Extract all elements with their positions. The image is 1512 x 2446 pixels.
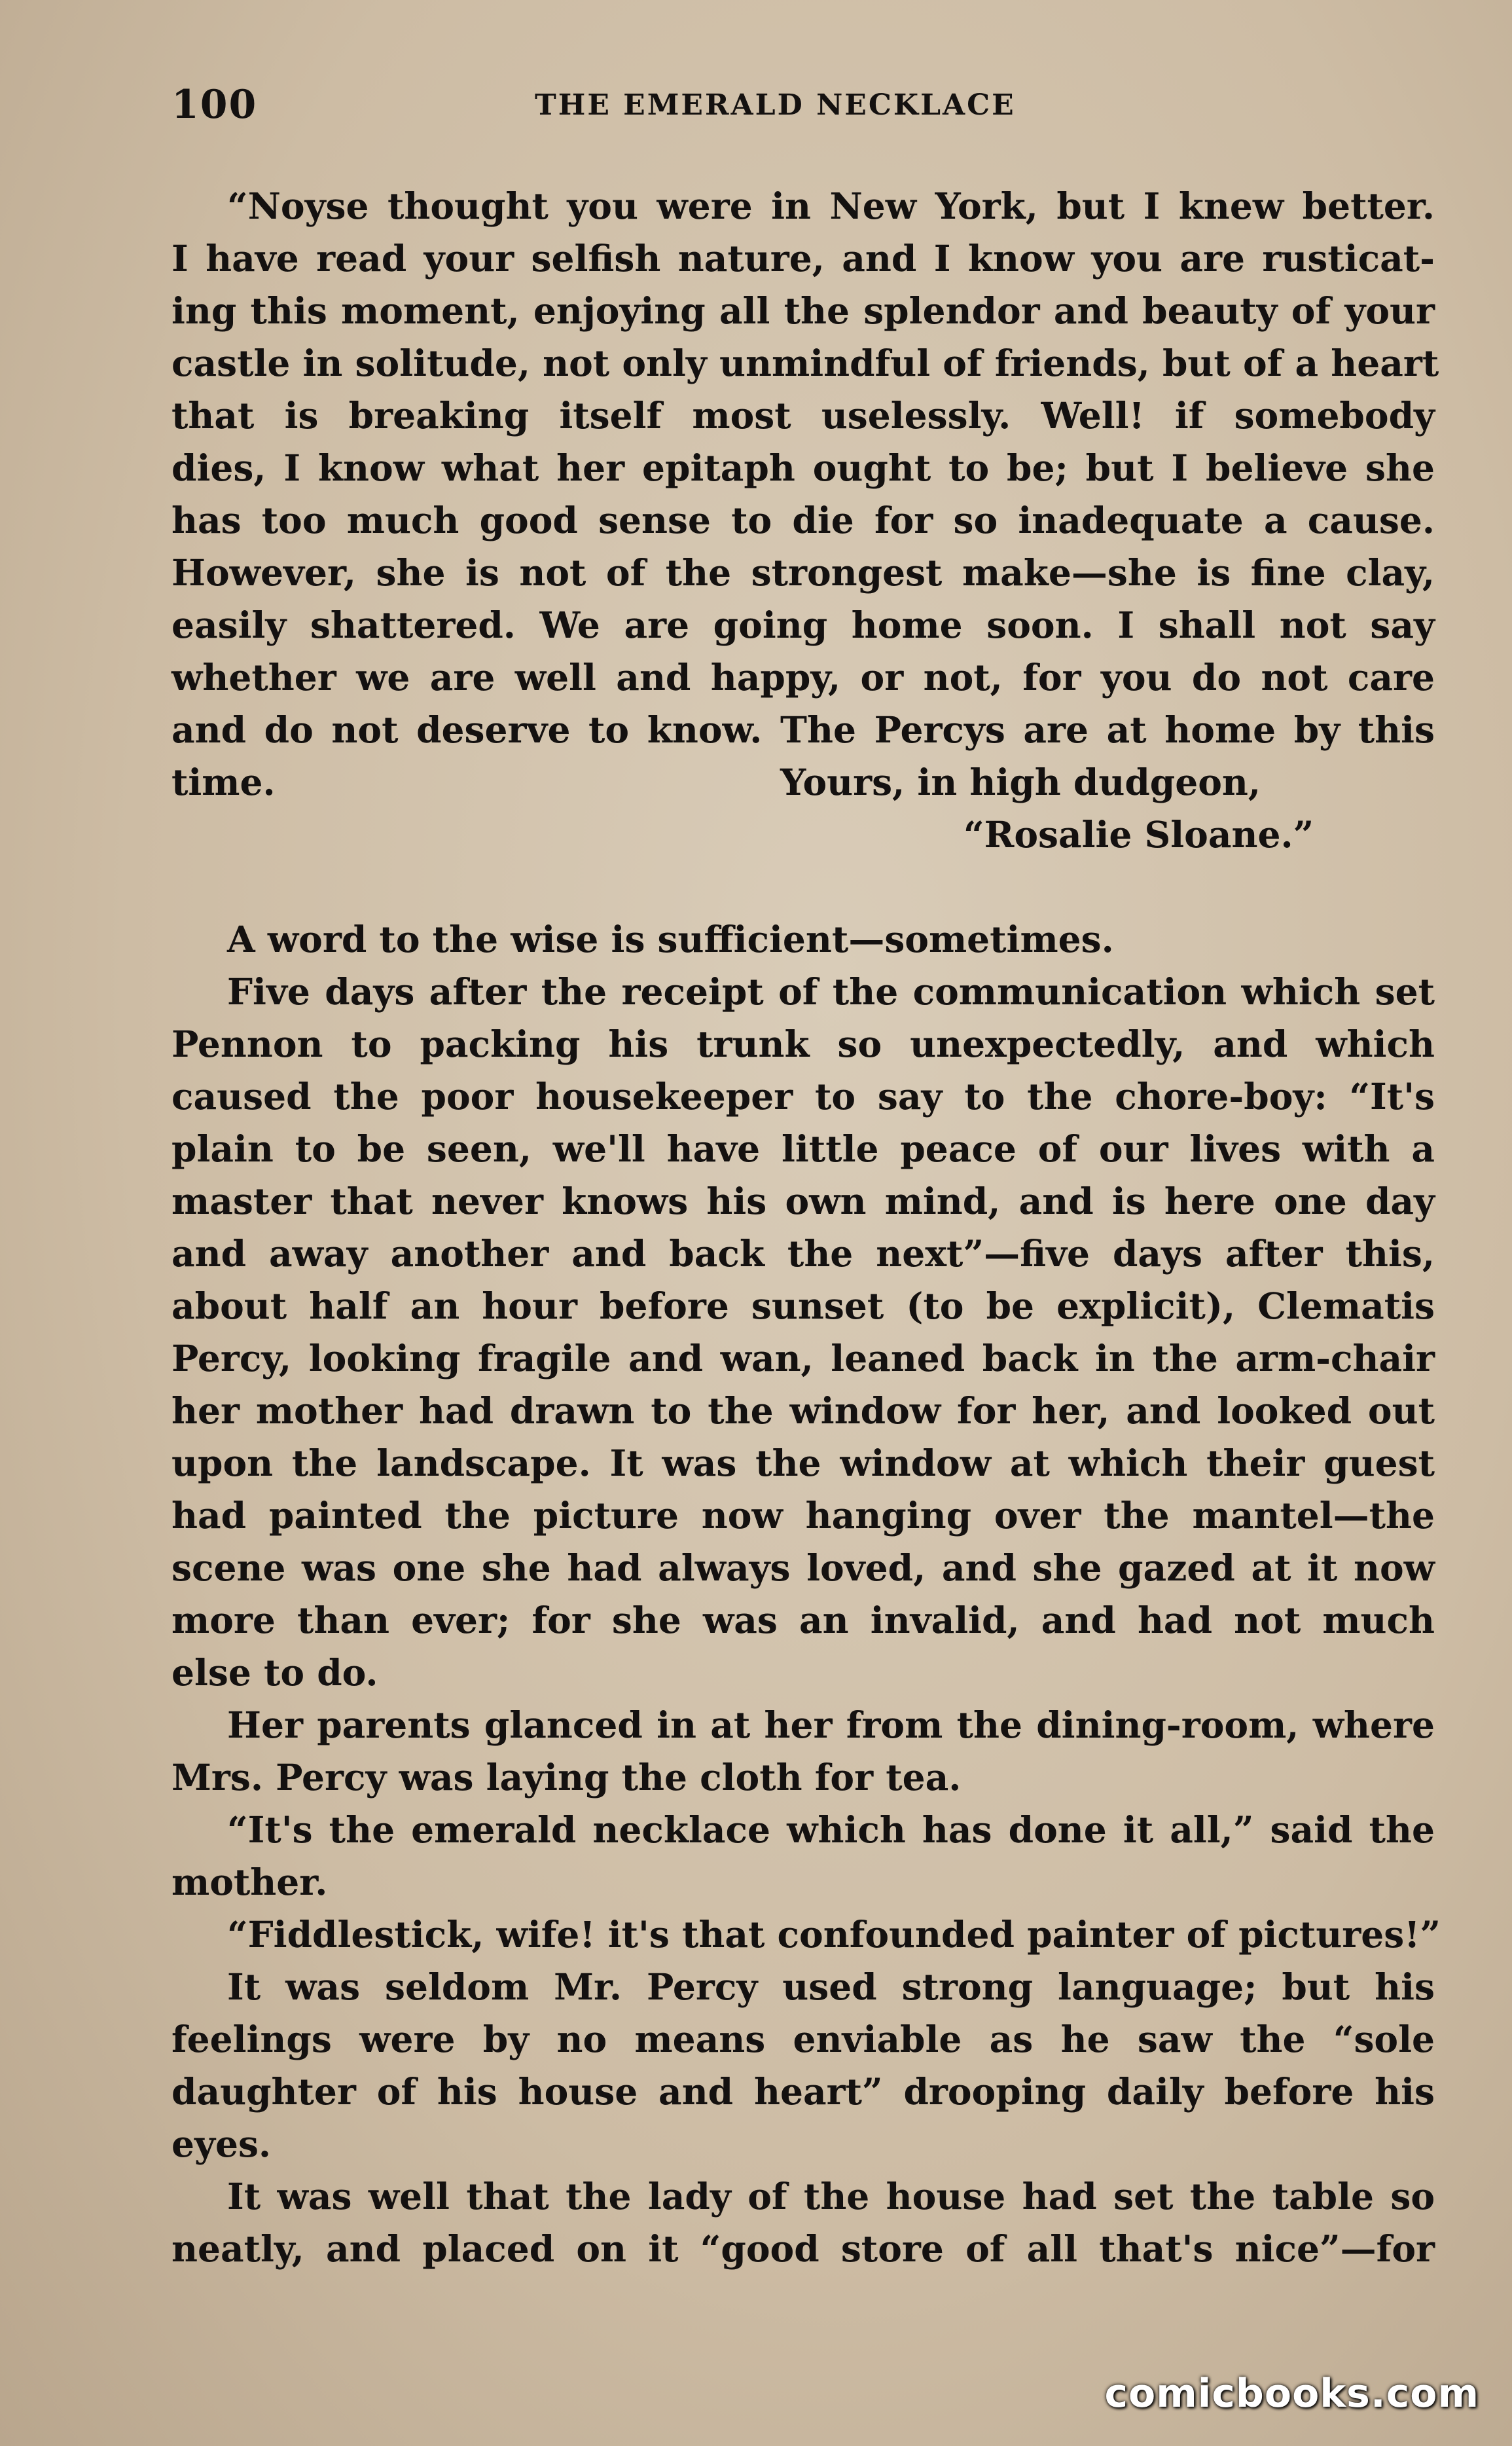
text-line: However, she is not of the strongest make—she is fine clay, — [171, 551, 1435, 594]
text-line: and do not deserve to know. The Percys are at home by this — [171, 708, 1435, 751]
text-line: plain to be seen, we'll have little peace of our lives with a — [171, 1127, 1435, 1170]
text-line: master that never knows his own mind, and is here one day — [171, 1180, 1435, 1222]
text-line: “It's the emerald necklace which has done it all,” said the — [227, 1808, 1435, 1851]
text-line: about half an hour before sunset (to be explicit), Clematis — [171, 1285, 1435, 1327]
text-line: neatly, and placed on it “good store of all that's nice”—for — [171, 2227, 1435, 2270]
text-line: her mother had drawn to the window for her, and looked out — [171, 1389, 1435, 1432]
text-line: mother. — [171, 1861, 328, 1903]
text-line: Five days after the receipt of the communication which set — [227, 970, 1435, 1013]
running-title: THE EMERALD NECKLACE — [535, 88, 1016, 122]
text-line: more than ever; for she was an invalid, and had not much — [171, 1599, 1435, 1641]
text-line: and away another and back the next”—five days after this, — [171, 1232, 1435, 1275]
text-line: It was seldom Mr. Percy used strong language; but his — [227, 1965, 1435, 2008]
text-line: eyes. — [171, 2123, 272, 2165]
text-line: easily shattered. We are going home soon. I shall not say — [171, 604, 1435, 646]
text-line: A word to the wise is sufficient—sometimes. — [227, 918, 1114, 960]
page-number: 100 — [171, 82, 258, 128]
text-line: “Fiddlestick, wife! it's that confounded painter of pictures!” — [227, 1913, 1441, 1956]
text-line: whether we are well and happy, or not, for you do not care — [171, 656, 1435, 699]
text-line: had painted the picture now hanging over the mantel—the — [171, 1494, 1435, 1537]
text-line: time. — [171, 761, 276, 803]
text-line: ing this moment, enjoying all the splendor and beauty of your — [171, 289, 1435, 332]
text-line: else to do. — [171, 1651, 378, 1694]
text-line: upon the landscape. It was the window at which their guest — [171, 1442, 1435, 1484]
text-line: daughter of his house and heart” drooping daily before his — [171, 2070, 1435, 2113]
text-line: has too much good sense to die for so inadequate a cause. — [171, 499, 1435, 541]
letter-closing: Yours, in high dudgeon, — [780, 761, 1261, 803]
watermark: comicbooks.com — [1104, 2371, 1479, 2417]
page-header — [171, 82, 1435, 134]
text-line: I have read your selfish nature, and I know you are rusticat- — [171, 237, 1435, 280]
text-line: “Noyse thought you were in New York, but I knew better. — [227, 185, 1435, 227]
text-line: It was well that the lady of the house had set the table so — [227, 2175, 1435, 2218]
text-line: scene was one she had always loved, and she gazed at it now — [171, 1546, 1435, 1589]
text-line: Percy, looking fragile and wan, leaned back in the arm-chair — [171, 1337, 1435, 1379]
text-line: that is breaking itself most uselessly. Well! if somebody — [171, 394, 1435, 437]
letter-signature: “Rosalie Sloane.” — [963, 813, 1314, 856]
text-line: feelings were by no means enviable as he saw the “sole — [171, 2018, 1435, 2060]
text-line: Pennon to packing his trunk so unexpectedly, and which — [171, 1023, 1435, 1065]
text-line: Mrs. Percy was laying the cloth for tea. — [171, 1756, 962, 1798]
text-line: castle in solitude, not only unmindful of friends, but of a heart — [171, 342, 1439, 384]
text-line: caused the poor housekeeper to say to the chore-boy: “It's — [171, 1075, 1435, 1118]
body-text — [171, 180, 1441, 2275]
text-line: Her parents glanced in at her from the dining-room, where — [227, 1704, 1435, 1746]
text-line: dies, I know what her epitaph ought to be; but I believe she — [171, 447, 1435, 489]
section-gap — [171, 861, 1435, 913]
